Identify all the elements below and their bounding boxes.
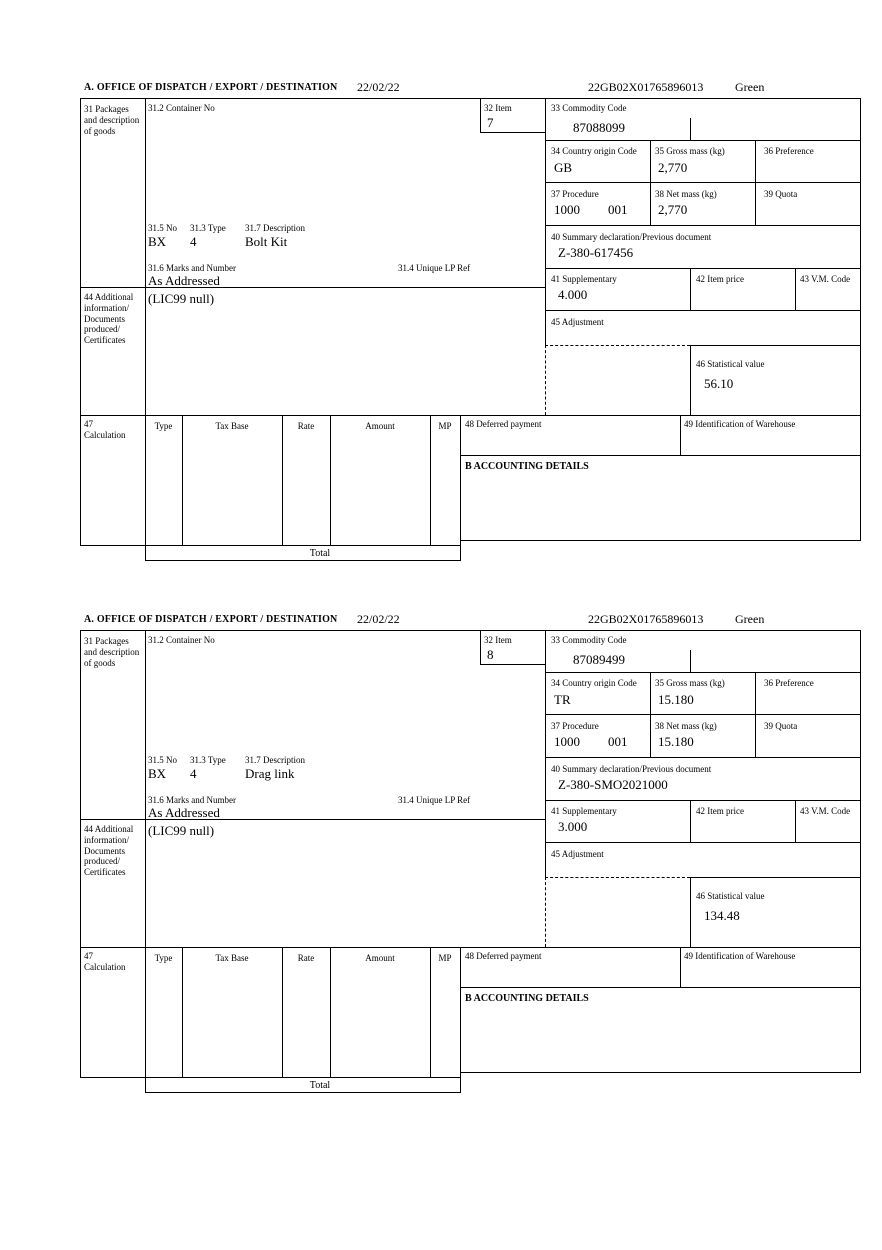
box37-procedure-label: 37 Procedure [551, 721, 599, 731]
divider [650, 672, 651, 757]
divider [690, 877, 860, 878]
box36-preference-label: 36 Preference [764, 678, 814, 688]
marks-and-number-value: As Addressed [148, 273, 220, 288]
divider [545, 182, 860, 183]
divider [690, 800, 691, 842]
box31-2-container-label: 31.2 Container No [148, 103, 215, 113]
box49-warehouse-label: 49 Identification of Warehouse [684, 419, 796, 429]
declaration-item-section [80, 80, 861, 562]
calc-col-tax-base-label: Tax Base [215, 421, 249, 431]
goods-description-value: Drag link [245, 766, 295, 781]
divider [330, 415, 331, 545]
box31-2-container-label: 31.2 Container No [148, 635, 215, 645]
package-no-value: BX [148, 766, 167, 781]
box33-commodity-code-label: 33 Commodity Code [551, 635, 627, 645]
divider [80, 1077, 461, 1078]
procedure-value: 1000 [554, 734, 580, 749]
goods-description-value: Bolt Kit [245, 234, 288, 249]
calc-col-amount-label: Amount [365, 421, 395, 431]
box31-3-type-label: 31.3 Type [190, 755, 226, 765]
routing-indicator: Green [735, 612, 765, 626]
box46-statistical-value-label: 46 Statistical value [696, 891, 765, 901]
divider [460, 947, 461, 1092]
divider [755, 140, 756, 225]
calc-col-rate-label: Rate [297, 953, 315, 963]
divider [80, 98, 860, 99]
net-mass-value: 15.180 [658, 734, 694, 749]
summary-declaration-value: Z-380-SMO2021000 [558, 777, 668, 792]
net-mass-value: 2,770 [658, 202, 688, 217]
divider [80, 630, 860, 631]
divider [480, 664, 545, 665]
statistical-value: 56.10 [704, 376, 734, 391]
box47-calculation-label: 47 Calculation [84, 951, 126, 972]
box38-net-mass-label: 38 Net mass (kg) [655, 189, 717, 199]
procedure-additional-value: 001 [608, 734, 628, 749]
divider [182, 415, 183, 545]
divider [690, 345, 860, 346]
divider [460, 1072, 861, 1073]
divider [80, 415, 861, 416]
box39-quota-label: 39 Quota [764, 721, 798, 731]
box36-preference-label: 36 Preference [764, 146, 814, 156]
calc-col-type-label: Type [154, 953, 173, 963]
divider [860, 630, 861, 1072]
divider [460, 455, 861, 456]
box38-net-mass-label: 38 Net mass (kg) [655, 721, 717, 731]
accounting-details-label: B ACCOUNTING DETAILS [465, 993, 589, 1004]
calc-col-mp-label: MP [438, 953, 452, 963]
divider [145, 630, 146, 1092]
accounting-details-label: B ACCOUNTING DETAILS [465, 461, 589, 472]
divider [545, 672, 860, 673]
mrn-reference: 22GB02X01765896013 [588, 80, 704, 94]
additional-information-value: (LIC99 null) [148, 291, 215, 306]
divider [680, 947, 681, 987]
box31-5-no-label: 31.5 No [148, 223, 177, 233]
divider [480, 98, 481, 132]
divider [145, 560, 461, 561]
statistical-value: 134.48 [704, 908, 740, 923]
divider [680, 415, 681, 455]
declaration-item-section [80, 612, 861, 1094]
marks-and-number-value: As Addressed [148, 805, 220, 820]
commodity-code-value: 87089499 [573, 652, 625, 667]
dashed-divider [545, 345, 690, 346]
divider [460, 987, 861, 988]
box46-statistical-value-label: 46 Statistical value [696, 359, 765, 369]
box40-summary-declaration-label: 40 Summary declaration/Previous document [551, 232, 712, 242]
supplementary-units-value: 3.000 [558, 819, 588, 834]
mrn-reference: 22GB02X01765896013 [588, 612, 704, 626]
package-no-value: BX [148, 234, 167, 249]
divider [80, 98, 81, 545]
gross-mass-value: 15.180 [658, 692, 694, 707]
summary-declaration-value: Z-380-617456 [558, 245, 634, 260]
country-origin-value: TR [554, 692, 571, 707]
calc-total-label: Total [309, 548, 331, 559]
divider [545, 757, 860, 758]
divider [545, 800, 860, 801]
box47-calculation-label: 47 Calculation [84, 419, 126, 440]
box31-packages-label: 31 Packages and description of goods [84, 636, 140, 668]
divider [282, 415, 283, 545]
calc-col-type-label: Type [154, 421, 173, 431]
divider [430, 947, 431, 1077]
box41-supplementary-label: 41 Supplementary [551, 806, 617, 816]
divider [545, 225, 860, 226]
divider [545, 268, 860, 269]
divider [80, 947, 861, 948]
divider [860, 98, 861, 540]
box31-6-marks-label: 31.6 Marks and Number [148, 795, 236, 805]
box49-warehouse-label: 49 Identification of Warehouse [684, 951, 796, 961]
divider [650, 140, 651, 225]
divider [480, 132, 545, 133]
divider [545, 310, 860, 311]
box31-4-unique-lp-ref-label: 31.4 Unique LP Ref [398, 795, 471, 805]
box42-item-price-label: 42 Item price [696, 274, 744, 284]
declaration-date: 22/02/22 [357, 612, 400, 626]
box32-item-label: 32 Item [484, 103, 512, 113]
procedure-value: 1000 [554, 202, 580, 217]
divider [545, 842, 860, 843]
item-number-value: 7 [487, 115, 494, 130]
divider [795, 268, 796, 310]
commodity-code-value: 87088099 [573, 120, 625, 135]
box35-gross-mass-label: 35 Gross mass (kg) [655, 678, 725, 688]
country-origin-value: GB [554, 160, 573, 175]
calc-col-mp-label: MP [438, 421, 452, 431]
additional-information-value: (LIC99 null) [148, 823, 215, 838]
box31-4-unique-lp-ref-label: 31.4 Unique LP Ref [398, 263, 471, 273]
box40-summary-declaration-label: 40 Summary declaration/Previous document [551, 764, 712, 774]
divider [460, 415, 461, 560]
box37-procedure-label: 37 Procedure [551, 189, 599, 199]
divider [545, 98, 546, 345]
gross-mass-value: 2,770 [658, 160, 688, 175]
box31-6-marks-label: 31.6 Marks and Number [148, 263, 236, 273]
office-of-dispatch-header: A. OFFICE OF DISPATCH / EXPORT / DESTINATION [84, 614, 338, 625]
supplementary-units-value: 4.000 [558, 287, 588, 302]
box33-commodity-code-label: 33 Commodity Code [551, 103, 627, 113]
divider [282, 947, 283, 1077]
box32-item-label: 32 Item [484, 635, 512, 645]
dashed-divider [545, 877, 690, 878]
box31-7-description-label: 31.7 Description [245, 755, 305, 765]
box35-gross-mass-label: 35 Gross mass (kg) [655, 146, 725, 156]
box42-item-price-label: 42 Item price [696, 806, 744, 816]
box44-additional-info-label: 44 Additional information/ Documents produced/ Certificates [84, 824, 134, 878]
divider [545, 140, 860, 141]
box44-additional-info-label: 44 Additional information/ Documents produced/ Certificates [84, 292, 134, 346]
divider [80, 545, 461, 546]
divider [795, 800, 796, 842]
box45-adjustment-label: 45 Adjustment [551, 317, 604, 327]
divider [80, 630, 81, 1077]
calc-col-tax-base-label: Tax Base [215, 953, 249, 963]
divider [545, 714, 860, 715]
routing-indicator: Green [735, 80, 765, 94]
box31-packages-label: 31 Packages and description of goods [84, 104, 140, 136]
box48-deferred-payment-label: 48 Deferred payment [465, 951, 542, 961]
box34-country-origin-label: 34 Country origin Code [551, 678, 637, 688]
divider [690, 345, 691, 415]
divider [460, 540, 861, 541]
box31-5-no-label: 31.5 No [148, 755, 177, 765]
dashed-divider [545, 345, 546, 415]
dashed-divider [545, 877, 546, 947]
package-type-value: 4 [190, 234, 197, 249]
divider [480, 630, 481, 664]
box31-3-type-label: 31.3 Type [190, 223, 226, 233]
commodity-code-subdivider [690, 650, 691, 672]
item-number-value: 8 [487, 647, 494, 662]
divider [755, 672, 756, 757]
divider [145, 1092, 461, 1093]
box43-vm-code-label: 43 V.M. Code [800, 806, 851, 816]
divider [330, 947, 331, 1077]
box45-adjustment-label: 45 Adjustment [551, 849, 604, 859]
calc-total-label: Total [309, 1080, 331, 1091]
divider [145, 98, 146, 560]
office-of-dispatch-header: A. OFFICE OF DISPATCH / EXPORT / DESTINATION [84, 82, 338, 93]
box39-quota-label: 39 Quota [764, 189, 798, 199]
commodity-code-subdivider [690, 118, 691, 140]
box48-deferred-payment-label: 48 Deferred payment [465, 419, 542, 429]
divider [182, 947, 183, 1077]
package-type-value: 4 [190, 766, 197, 781]
box41-supplementary-label: 41 Supplementary [551, 274, 617, 284]
divider [545, 630, 546, 877]
box31-7-description-label: 31.7 Description [245, 223, 305, 233]
calc-col-rate-label: Rate [297, 421, 315, 431]
divider [690, 877, 691, 947]
procedure-additional-value: 001 [608, 202, 628, 217]
divider [430, 415, 431, 545]
divider [690, 268, 691, 310]
calc-col-amount-label: Amount [365, 953, 395, 963]
box34-country-origin-label: 34 Country origin Code [551, 146, 637, 156]
box43-vm-code-label: 43 V.M. Code [800, 274, 851, 284]
declaration-date: 22/02/22 [357, 80, 400, 94]
